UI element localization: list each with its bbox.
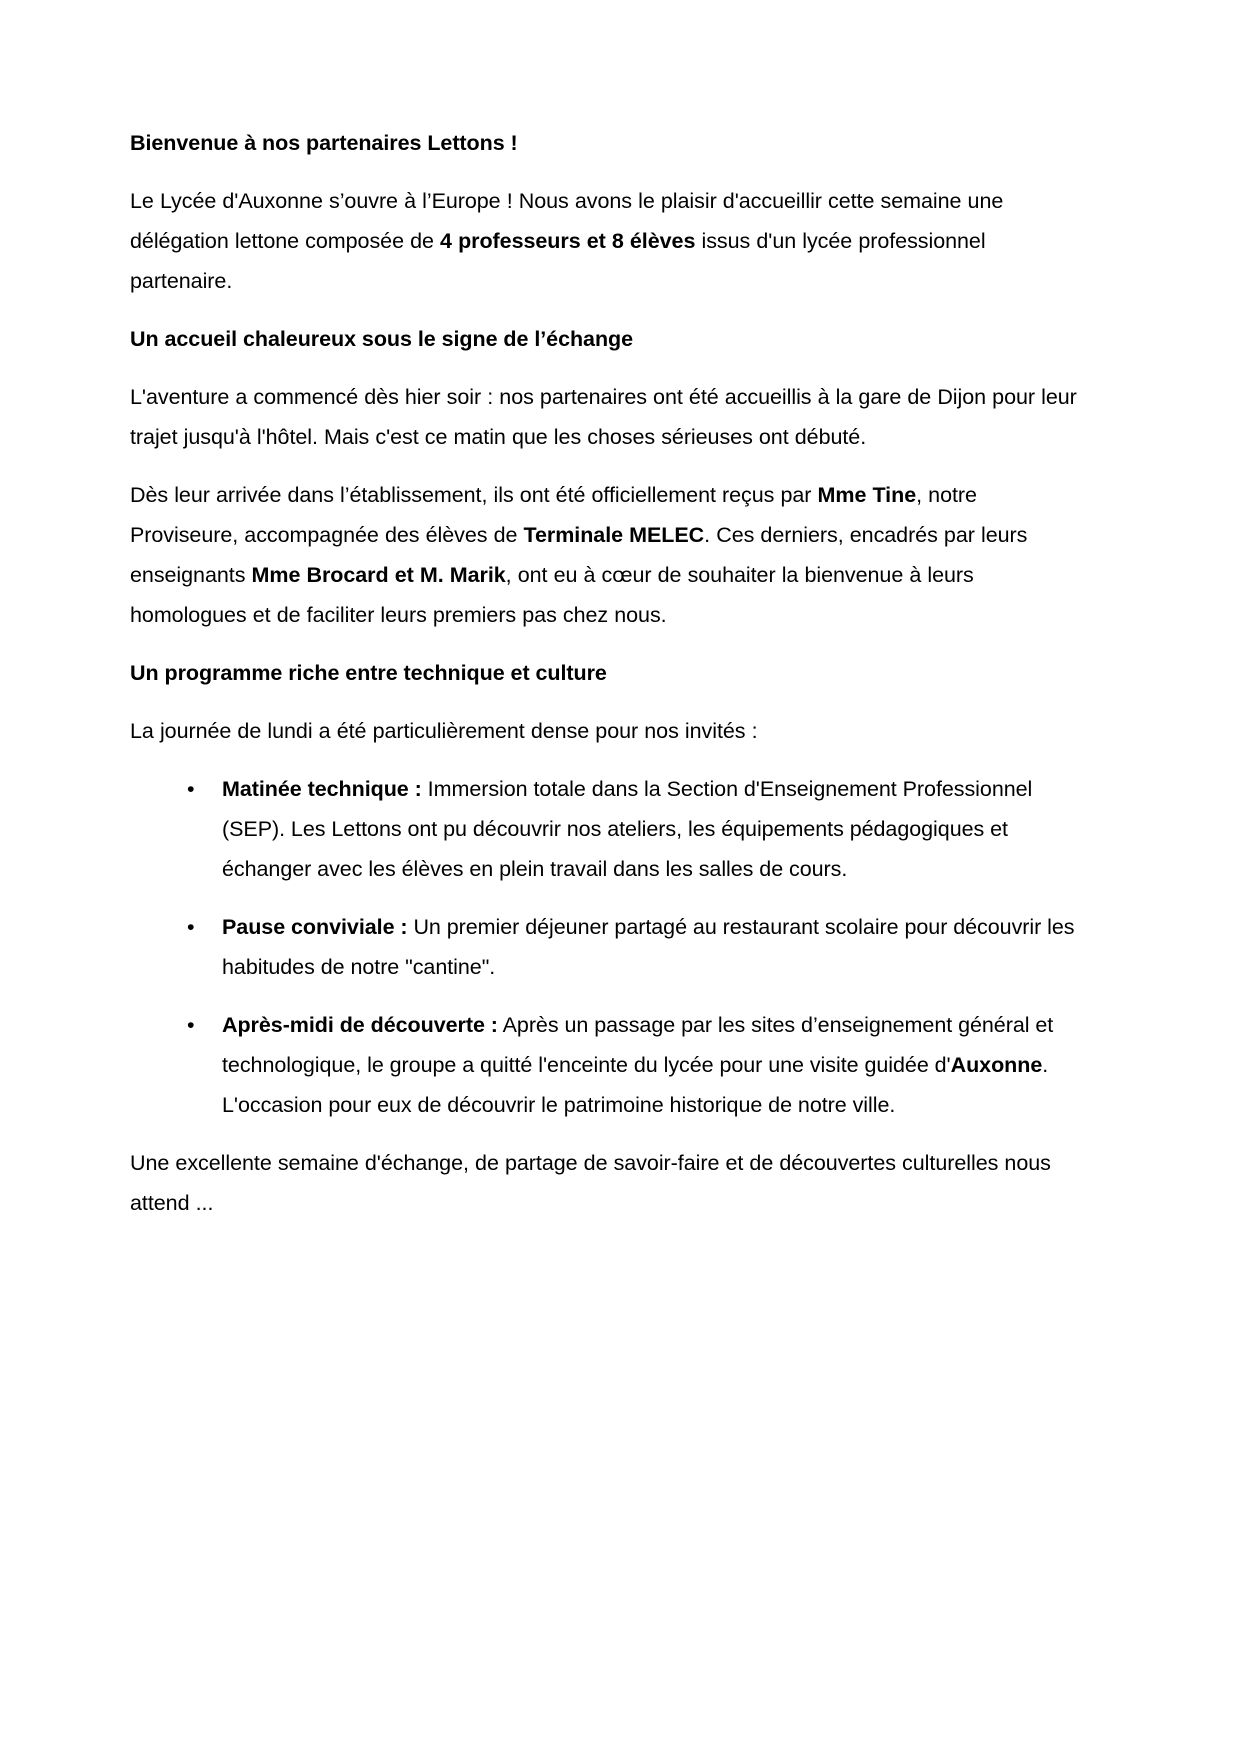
intro-text-part2: issus d'un lycée professionnel partenaire. xyxy=(130,229,986,293)
bullet-3-text-before: Après un passage par les sites d’enseignement général et technologique, le groupe a quitté l'enceinte du lycée pour une visite guidée d' xyxy=(222,1013,1054,1077)
bullet-1-lead: Matinée technique : xyxy=(222,777,422,801)
arrivee-text-part4: , ont eu à cœur de souhaiter la bienvenue à leurs homologues et de faciliter leurs premiers pas chez nous. xyxy=(130,563,974,627)
bullet-3-text-after: . L'occasion pour eux de découvrir le patrimoine historique de notre ville. xyxy=(222,1053,1049,1117)
arrivee-bold-enseignants: Mme Brocard et M. Marik xyxy=(251,563,506,587)
arrivee-bold-terminale-melec: Terminale MELEC xyxy=(523,523,705,547)
bullet-3-lead: Après-midi de découverte : xyxy=(222,1013,498,1037)
heading-accueil: Un accueil chaleureux sous le signe de l’échange xyxy=(130,327,634,351)
paragraph-arrivee xyxy=(130,475,1090,635)
intro-bold-delegation: 4 professeurs et 8 élèves xyxy=(440,229,696,253)
bullet-point-icon: • xyxy=(187,915,195,939)
arrivee-text-part2: , notre Proviseure, accompagnée des élèves de xyxy=(130,483,977,547)
intro-text-part1: Le Lycée d'Auxonne s’ouvre à l’Europe ! Nous avons le plaisir d'accueillir cette semaine une délégation lettone composée de xyxy=(130,189,1004,253)
heading-programme: Un programme riche entre technique et culture xyxy=(130,661,607,685)
paragraph-journee: La journée de lundi a été particulièrement dense pour nos invités : xyxy=(130,719,758,743)
bullet-1-text: Immersion totale dans la Section d'Enseignement Professionnel (SEP). Les Lettons ont pu découvrir nos ateliers, les équipements pédagogiques et échanger avec les élèves en plein travail dans les salles de cours. xyxy=(222,777,1033,881)
arrivee-text-part1: Dès leur arrivée dans l’établissement, ils ont été officiellement reçus par xyxy=(130,483,818,507)
paragraph-conclusion: Une excellente semaine d'échange, de partage de savoir-faire et de découvertes culturelles nous attend ... xyxy=(130,1151,1051,1215)
bullet-2-lead: Pause conviviale : xyxy=(222,915,408,939)
bullet-2-text: Un premier déjeuner partagé au restaurant scolaire pour découvrir les habitudes de notre "cantine". xyxy=(222,915,1075,979)
document-body xyxy=(130,123,1090,1241)
bullet-3-bold-auxonne: Auxonne xyxy=(950,1053,1043,1077)
arrivee-bold-mme-tine: Mme Tine xyxy=(817,483,917,507)
list-item xyxy=(130,907,1090,987)
paragraph-aventure: L'aventure a commencé dès hier soir : nos partenaires ont été accueillis à la gare de Dijon pour leur trajet jusqu'à l'hôtel. Mais c'est ce matin que les choses sérieuses ont débuté. xyxy=(130,385,1077,449)
paragraph-intro xyxy=(130,181,1090,301)
bullet-point-icon: • xyxy=(187,1013,195,1037)
arrivee-text-part3: . Ces derniers, encadrés par leurs enseignants xyxy=(130,523,1028,587)
list-item xyxy=(130,1005,1090,1125)
programme-bullet-list xyxy=(130,769,1090,1125)
bullet-point-icon: • xyxy=(187,777,195,801)
list-item xyxy=(130,769,1090,889)
page-title: Bienvenue à nos partenaires Lettons ! xyxy=(130,131,518,155)
